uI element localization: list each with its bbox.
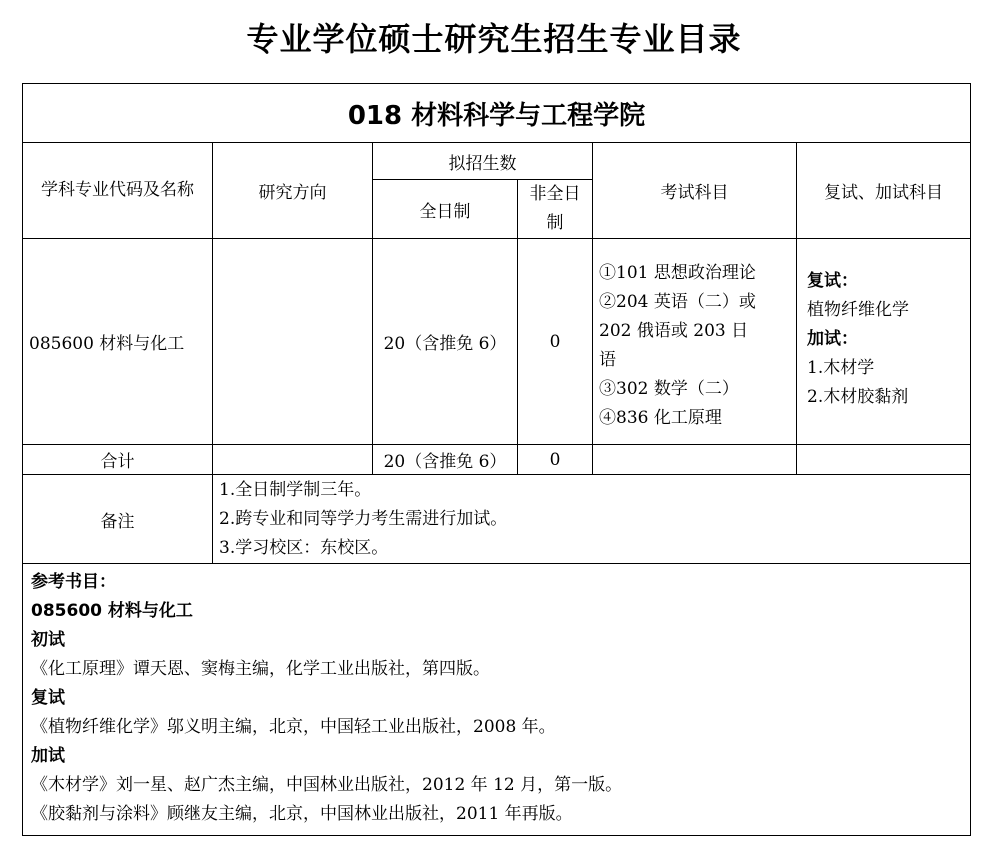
extra-item: 1.木材学	[807, 358, 875, 378]
header-parttime: 非全日制	[518, 180, 593, 239]
row-fulltime: 20（含推免 6）	[373, 239, 518, 445]
college-title: 018 材料科学与工程学院	[23, 84, 971, 143]
table-row	[23, 239, 971, 445]
retest-item: 植物纤维化学	[807, 300, 909, 320]
row-parttime: 0	[518, 239, 593, 445]
header-major: 学科专业代码及名称	[23, 143, 213, 239]
exam-subject-line: ③302 数学（二）	[599, 378, 739, 399]
reference-section-title: 加试	[31, 746, 65, 766]
total-fulltime: 20（含推免 6）	[373, 445, 518, 475]
exam-subject-line: 语	[599, 349, 616, 370]
exam-subject-line: ②204 英语（二）或	[599, 291, 756, 312]
exam-subject-line: ①101 思想政治理论	[599, 262, 756, 283]
references-row	[23, 564, 971, 836]
header-retest: 复试、加试科目	[797, 143, 971, 239]
note-item: 2.跨专业和同等学力考生需进行加试。	[219, 508, 508, 529]
note-item: 3.学习校区：东校区。	[219, 537, 389, 558]
exam-subject-line: 202 俄语或 203 日	[599, 320, 749, 341]
total-exam	[593, 445, 797, 475]
references-heading: 参考书目：	[31, 572, 116, 592]
references-section	[23, 564, 971, 836]
reference-book: 《化工原理》谭天恩、窦梅主编，化学工业出版社，第四版。	[31, 659, 490, 679]
row-exam-subjects	[593, 239, 797, 445]
notes-content	[213, 475, 971, 564]
header-exam: 考试科目	[593, 143, 797, 239]
references-major: 085600 材料与化工	[31, 601, 193, 621]
total-row	[23, 445, 971, 475]
reference-section-title: 初试	[31, 630, 65, 650]
catalog-table	[22, 83, 971, 836]
exam-subject-line: ④836 化工原理	[599, 407, 722, 428]
extra-label: 加试：	[807, 329, 858, 349]
reference-book: 《植物纤维化学》邬义明主编，北京，中国轻工业出版社，2008 年。	[31, 717, 556, 737]
row-direction	[213, 239, 373, 445]
notes-row	[23, 475, 971, 564]
total-label: 合计	[23, 445, 213, 475]
total-retest	[797, 445, 971, 475]
header-fulltime: 全日制	[373, 180, 518, 239]
total-direction	[213, 445, 373, 475]
total-parttime: 0	[518, 445, 593, 475]
reference-book: 《木材学》刘一星、赵广杰主编，中国林业出版社，2012 年 12 月，第一版。	[31, 775, 623, 795]
header-direction: 研究方向	[213, 143, 373, 239]
note-item: 1.全日制学制三年。	[219, 479, 372, 500]
page-title: 专业学位硕士研究生招生专业目录	[246, 20, 742, 58]
row-retest	[797, 239, 971, 445]
retest-label: 复试：	[807, 271, 858, 291]
notes-label: 备注	[23, 475, 213, 564]
row-major: 085600 材料与化工	[23, 239, 213, 445]
extra-item: 2.木材胶黏剂	[807, 387, 909, 407]
reference-section-title: 复试	[31, 688, 65, 708]
reference-book: 《胶黏剂与涂料》顾继友主编，北京，中国林业出版社，2011 年再版。	[31, 804, 573, 824]
header-quota: 拟招生数	[373, 143, 593, 180]
